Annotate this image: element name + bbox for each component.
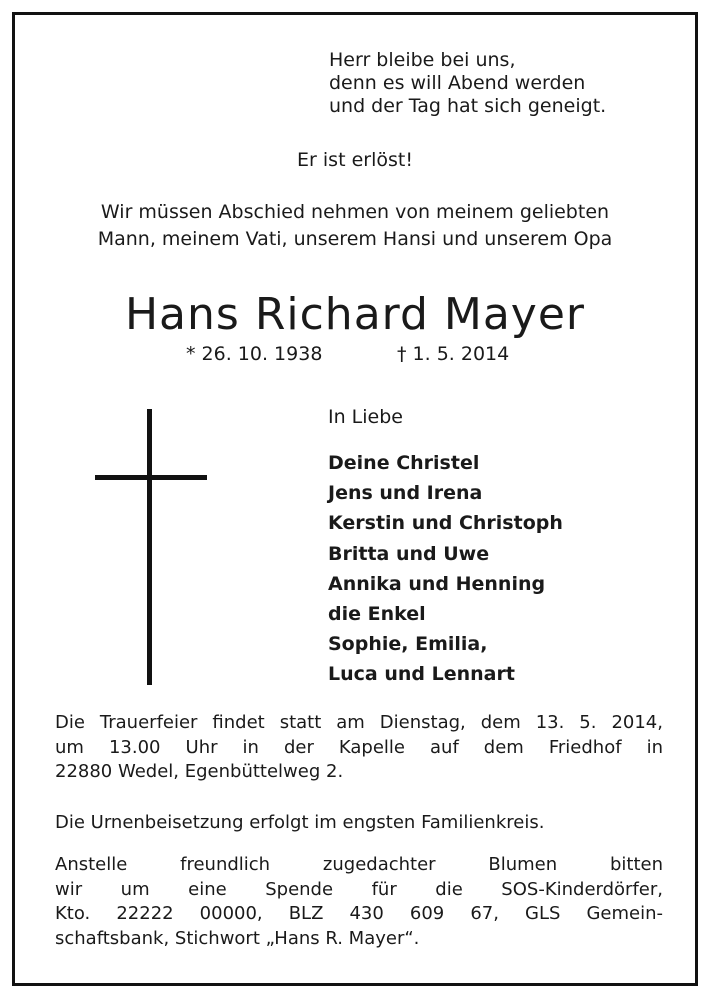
latin-cross-icon bbox=[95, 409, 207, 685]
cross-vertical-bar bbox=[147, 409, 152, 685]
farewell-text bbox=[15, 199, 695, 253]
mourner-name: Jens und Irena bbox=[328, 482, 483, 505]
donation-line: Kto. 22222 00000, BLZ 430 609 67, GLS Gemein- bbox=[55, 903, 663, 924]
donation-paragraph bbox=[55, 853, 663, 951]
funeral-line: Die Trauerfeier findet statt am Dienstag, dem 13. 5. 2014, bbox=[55, 712, 663, 733]
donation-line: Anstelle freundlich zugedachter Blumen bitten bbox=[55, 854, 663, 875]
obituary-notice bbox=[12, 12, 698, 986]
redeemed-line: Er ist erlöst! bbox=[297, 149, 413, 171]
mourner-name: Annika und Henning bbox=[328, 572, 546, 595]
funeral-service-paragraph bbox=[55, 711, 663, 785]
verse-line: denn es will Abend werden bbox=[329, 72, 586, 94]
verse-line: und der Tag hat sich geneigt. bbox=[329, 95, 607, 117]
bible-verse bbox=[329, 49, 606, 118]
birth-date: * 26. 10. 1938 bbox=[186, 343, 323, 365]
death-date: † 1. 5. 2014 bbox=[397, 343, 510, 365]
mourner-name: Kerstin und Christoph bbox=[328, 512, 563, 535]
donation-line: wir um eine Spende für die SOS-Kinderdörfer, bbox=[55, 878, 663, 900]
farewell-line: Wir müssen Abschied nehmen von meinem geliebten bbox=[100, 201, 610, 223]
funeral-line: 22880 Wedel, Egenbüttelweg 2. bbox=[55, 761, 344, 782]
burial-paragraph bbox=[55, 811, 663, 836]
signoff-intro: In Liebe bbox=[328, 406, 403, 428]
mourner-name: Sophie, Emilia, bbox=[328, 633, 488, 656]
mourners-list bbox=[328, 448, 563, 690]
funeral-line: um 13.00 Uhr in der Kapelle auf dem Friedhof in bbox=[55, 736, 663, 758]
cross-horizontal-bar bbox=[95, 475, 207, 480]
farewell-line: Mann, meinem Vati, unserem Hansi und unserem Opa bbox=[97, 228, 613, 250]
burial-line: Die Urnenbeisetzung erfolgt im engsten Familienkreis. bbox=[55, 812, 545, 833]
deceased-name: Hans Richard Mayer bbox=[124, 289, 586, 340]
donation-line: schaftsbank, Stichwort „Hans R. Mayer“. bbox=[55, 927, 420, 949]
mourner-name: die Enkel bbox=[328, 603, 426, 626]
mourner-name: Luca und Lennart bbox=[328, 663, 515, 686]
verse-line: Herr bleibe bei uns, bbox=[329, 49, 516, 71]
mourner-name: Britta und Uwe bbox=[328, 542, 490, 565]
mourner-name: Deine Christel bbox=[328, 452, 480, 474]
